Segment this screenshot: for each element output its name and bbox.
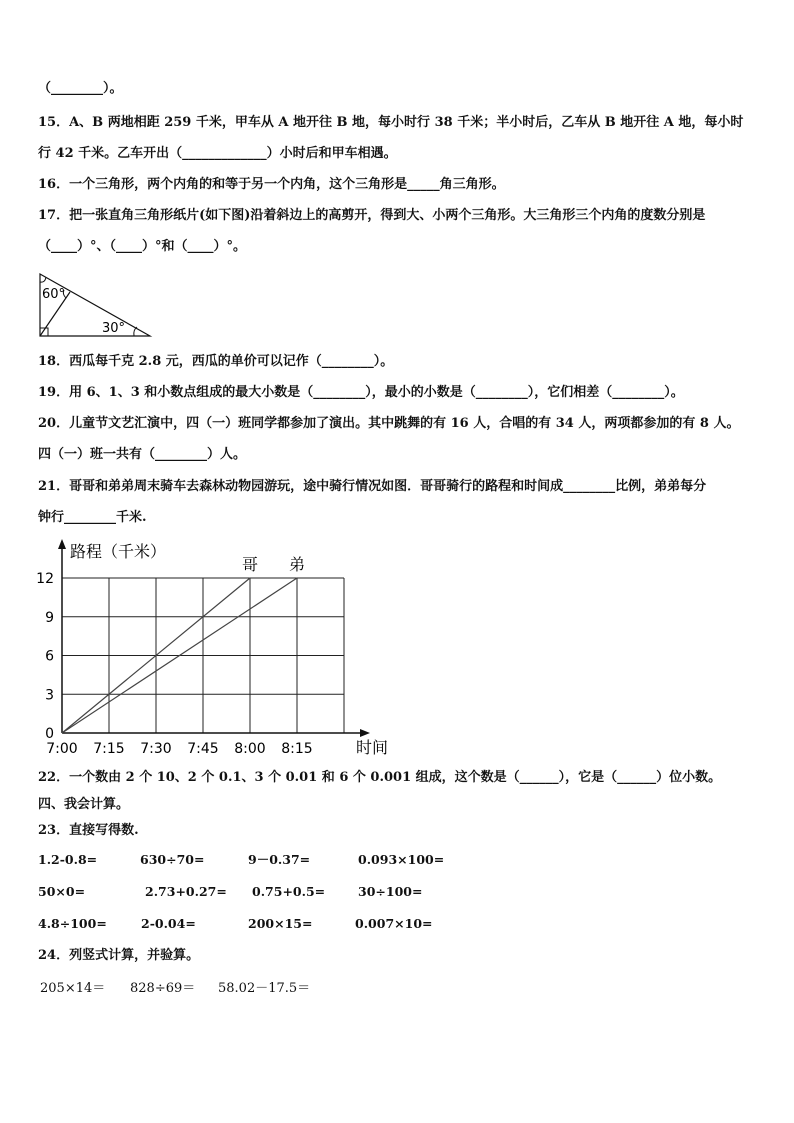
x-tick-label: 7:15: [93, 741, 125, 757]
q16-text: 16．一个三角形，两个内角的和等于另一个内角，这个三角形是_____角三角形。: [38, 177, 505, 192]
calc-item: 0.093×100=: [358, 852, 445, 867]
x-tick-label: 7:00: [46, 741, 78, 757]
calc-item: 200×15=: [248, 916, 313, 931]
section-4-heading: 四、我会计算。: [38, 797, 130, 812]
q23-text: 23．直接写得数.: [38, 823, 139, 838]
x-axis-title: 时间: [356, 738, 389, 757]
calc-item: 1.2-0.8=: [38, 852, 98, 867]
right-triangle-figure: [36, 270, 156, 340]
calc-item: 9－0.37=: [248, 852, 311, 867]
x-axis-arrow: [360, 729, 370, 737]
q20-text-cont: 四（一）班一共有（________）人。: [38, 447, 247, 462]
calc-item: 0.75+0.5=: [252, 884, 326, 899]
distance-time-chart: [30, 535, 389, 760]
angle-60-label: 60°: [42, 287, 66, 302]
y-axis-title: 路程（千米）: [70, 542, 167, 561]
calc-item: 2-0.04=: [141, 916, 196, 931]
x-tick-label: 8:00: [234, 741, 266, 757]
x-tick-label: 7:30: [140, 741, 172, 757]
chart-axes: [58, 539, 370, 737]
q14-answer-line: （________）。: [38, 81, 123, 96]
series-label-哥: 哥: [242, 555, 259, 574]
x-tick-label: 8:15: [281, 741, 313, 757]
calc-item: 0.007×10=: [355, 916, 433, 931]
q21-text-cont: 钟行________千米.: [38, 510, 147, 525]
calc-item: 30÷100=: [358, 884, 423, 899]
q15-text-cont: 行 42 千米。乙车开出（_____________）小时后和甲车相遇。: [38, 146, 397, 161]
vertical-calc-item: 58.02－17.5＝: [218, 981, 311, 996]
y-axis-arrow: [58, 539, 66, 549]
chart-labels: [36, 542, 388, 757]
y-tick-label: 0: [45, 726, 54, 742]
y-tick-label: 6: [45, 648, 54, 665]
calc-item: 630÷70=: [140, 852, 205, 867]
q18-text: 18．西瓜每千克 2.8 元，西瓜的单价可以记作（________）。: [38, 354, 394, 369]
q17-text: 17．把一张直角三角形纸片(如下图)沿着斜边上的高剪开，得到大、小两个三角形。大三角形三个内角的度数分别是: [38, 208, 706, 223]
calc-item: 2.73+0.27=: [145, 884, 227, 899]
q17-text-cont: （____）°、（____）°和（____）°。: [38, 239, 247, 254]
q21-text: 21．哥哥和弟弟周末骑车去森林动物园游玩，途中骑行情况如图．哥哥骑行的路程和时间成________比例，弟弟每分: [38, 479, 707, 494]
y-tick-label: 9: [45, 609, 54, 626]
chart-grid: [62, 578, 344, 733]
calc-item: 50×0=: [38, 884, 86, 899]
series-label-弟: 弟: [289, 555, 306, 574]
y-tick-label: 3: [45, 687, 54, 704]
q24-text: 24．列竖式计算，并验算。: [38, 948, 200, 963]
vertical-calc-item: 828÷69＝: [130, 981, 196, 996]
y-tick-label: 12: [36, 571, 54, 587]
vertical-calc-item: 205×14＝: [40, 981, 106, 996]
q22-text: 22．一个数由 2 个 10、2 个 0.1、3 个 0.01 和 6 个 0.001 组成，这个数是（______），它是（______）位小数。: [38, 770, 722, 785]
x-tick-label: 7:45: [187, 741, 219, 757]
calc-item: 4.8÷100=: [38, 916, 107, 931]
q19-text: 19．用 6、1、3 和小数点组成的最大小数是（________），最小的小数是（________），它们相差（________）。: [38, 385, 684, 400]
q20-text: 20．儿童节文艺汇演中，四（一）班同学都参加了演出。其中跳舞的有 16 人，合唱的有 34 人，两项都参加的有 8 人。: [38, 416, 740, 431]
q15-text: 15．A、B 两地相距 259 千米，甲车从 A 地开往 B 地，每小时行 38 千米；半小时后，乙车从 B 地开往 A 地，每小时: [38, 115, 744, 130]
angle-30-label: 30°: [102, 321, 126, 336]
